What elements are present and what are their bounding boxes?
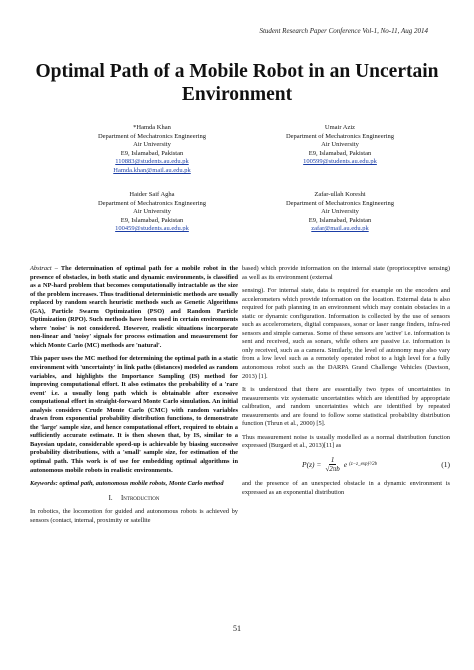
- keywords-text: optimal path, autonomous mobile robots, Monte Carlo method: [59, 480, 224, 488]
- equation-lhs: P(z) =: [302, 459, 322, 469]
- author-email-link[interactable]: Hamda.khan@mail.au.edu.pk: [113, 166, 191, 174]
- author-university: Air University: [321, 141, 359, 149]
- body-paragraph: based) which provide information on the internal state (proprioceptive sensing) as well as its environment (external: [242, 265, 450, 281]
- equation-exp-base: e: [343, 459, 348, 469]
- author-name: *Hamda Khan: [133, 124, 171, 131]
- abstract-text: The determination of optimal path for a mobile robot in the presence of obstacles, in both static and dynamic environments, is classified as a NP-hard problem that becomes computationally intractable as the size of the problem increases. Thus traditional deterministic methods are usually replaced by random search heuristic methods such as Genetic Algorithms (GA), Particle Swarm Optimization (PSO) and Random Particle Optimization (RPO). Such methods have been used in certain environments where 'noise' is not considered. However, realistic situations incorporate non-linear and 'noisy' signals for process estimation and measurement for which Monte Carlo (MC) methods are 'natural'.: [30, 265, 239, 349]
- abstract-paragraph: [30, 355, 238, 475]
- body-paragraph: sensing). For internal state, data is required for example on the encoders and accelerometers which provide information on the location. External data is also required for path planning in an environment which may contain obstacles in a static or dynamic configuration. Information is collected by the use of sensors such as accelerometers, digital compasses, sonar or laser range finders, infra-red sensors and simple cameras. Some of these sensors are 'active' i.e. information is sent and received, such as sonars, while others are passive i.e. information is only received, such as a camera. Similarly, the level of autonomy may also vary from a low level such as a remotely operated robot to a high level for a fully autonomous robot such as the DARPA Grand Challenge Vehicles (Davison, 2013) [1].: [242, 287, 450, 380]
- author-department: Department of Mechatronics Engineering: [97, 132, 207, 140]
- section-number: I.: [108, 494, 113, 502]
- author-university: Air University: [321, 208, 359, 216]
- section-heading: [30, 495, 238, 504]
- author-name: Umair Aziz: [324, 124, 356, 131]
- author-address: E9, Islamabad, Pakistan: [308, 216, 372, 224]
- author-block: [250, 191, 430, 234]
- author-email-link[interactable]: 100459@students.au.edu.pk: [115, 225, 189, 233]
- page-number: 51: [233, 624, 241, 633]
- section-title: Introduction: [121, 494, 160, 502]
- author-department: Department of Mechatronics Engineering: [97, 199, 207, 207]
- body-paragraph: It is understood that there are essentially two types of uncertainties in measurements viz systematic uncertainties which are identified by appropriate calibration, and random uncertainties which are identified by repeated measurements and are found to follow some statistical probability distribution function (Thrun et al., 2000) [5].: [242, 386, 450, 428]
- author-block: [62, 124, 242, 176]
- author-block: [250, 124, 430, 167]
- right-column: [242, 265, 450, 502]
- author-address: E9, Islamabad, Pakistan: [120, 149, 184, 157]
- equation-numerator: 1: [330, 455, 335, 464]
- keywords-lead: Keywords:: [30, 480, 58, 488]
- author-department: Department of Mechatronics Engineering: [285, 199, 395, 207]
- author-university: Air University: [133, 208, 171, 216]
- body-paragraph: In robotics, the locomotion for guided and autonomous robots is achieved by sensors (contact, internal, proximity or satellite: [30, 508, 238, 524]
- conference-header: Student Research Paper Conference Vol-1, No-11, Aug 2014: [259, 27, 428, 35]
- author-name: Haider Saif Agha: [129, 191, 175, 198]
- author-university: Air University: [133, 141, 171, 149]
- author-department: Department of Mechatronics Engineering: [285, 132, 395, 140]
- paper-title: Optimal Path of a Mobile Robot in an Uncertain Environment: [35, 61, 439, 105]
- author-address: E9, Islamabad, Pakistan: [308, 149, 372, 157]
- author-email-link[interactable]: zafar@mail.au.edu.pk: [311, 225, 369, 233]
- left-column: [30, 265, 238, 530]
- keywords: [30, 480, 238, 489]
- body-paragraph: and the presence of an unexpected obstacle in a dynamic environment is expressed as an exponential distribution: [242, 480, 450, 496]
- author-email-link[interactable]: 110883@students.au.edu.pk: [115, 158, 189, 166]
- equation-exponent: (z−z_exp)²/2b: [349, 461, 378, 467]
- body-paragraph: Thus measurement noise is usually modelled as a normal distribution function expressed (Burgard et al., 2013)[11] as: [242, 433, 450, 450]
- author-name: Zafar-ullah Koreshi: [314, 191, 366, 198]
- abstract-text: This paper uses the MC method for determining the optimal path in a static environment with 'uncertainty' in link paths (distances) modeled as random variables, and highlights the Importance Sampling (IS) method for improving computational effort. It also estimates the probability of a 'rare event' i.e. a usually long path which is obtainable after excessive computational effort in straight-forward Monte Carlo simulation. An initial analysis considers Crude Monte Carlo (CMC) with random variables drawn from exponential probability distribution functions, to demonstrate the 'large' sample size, and hence computational effort, required to obtain a sufficiently accurate estimate. It is then shown that, by IS, similar to a Bayesian update, considerable speed-up is achievable by biasing successive probability distributions, with a 'small' sample size, for estimation of the optimal path. This work is of use for embedding optimal algorithms in autonomous mobile robots in realistic environments.: [30, 355, 238, 474]
- equation-expression: [302, 456, 377, 474]
- author-address: E9, Islamabad, Pakistan: [120, 216, 184, 224]
- author-email-link[interactable]: 100599@students.au.edu.pk: [303, 158, 377, 166]
- equation-number: (1): [441, 459, 450, 469]
- abstract-lead: Abstract –: [30, 265, 58, 272]
- abstract-paragraph: [30, 265, 238, 350]
- equation-denominator: √2πb: [325, 465, 340, 474]
- equation: [242, 456, 450, 474]
- equation-fraction: [323, 456, 341, 474]
- author-block: [62, 191, 242, 234]
